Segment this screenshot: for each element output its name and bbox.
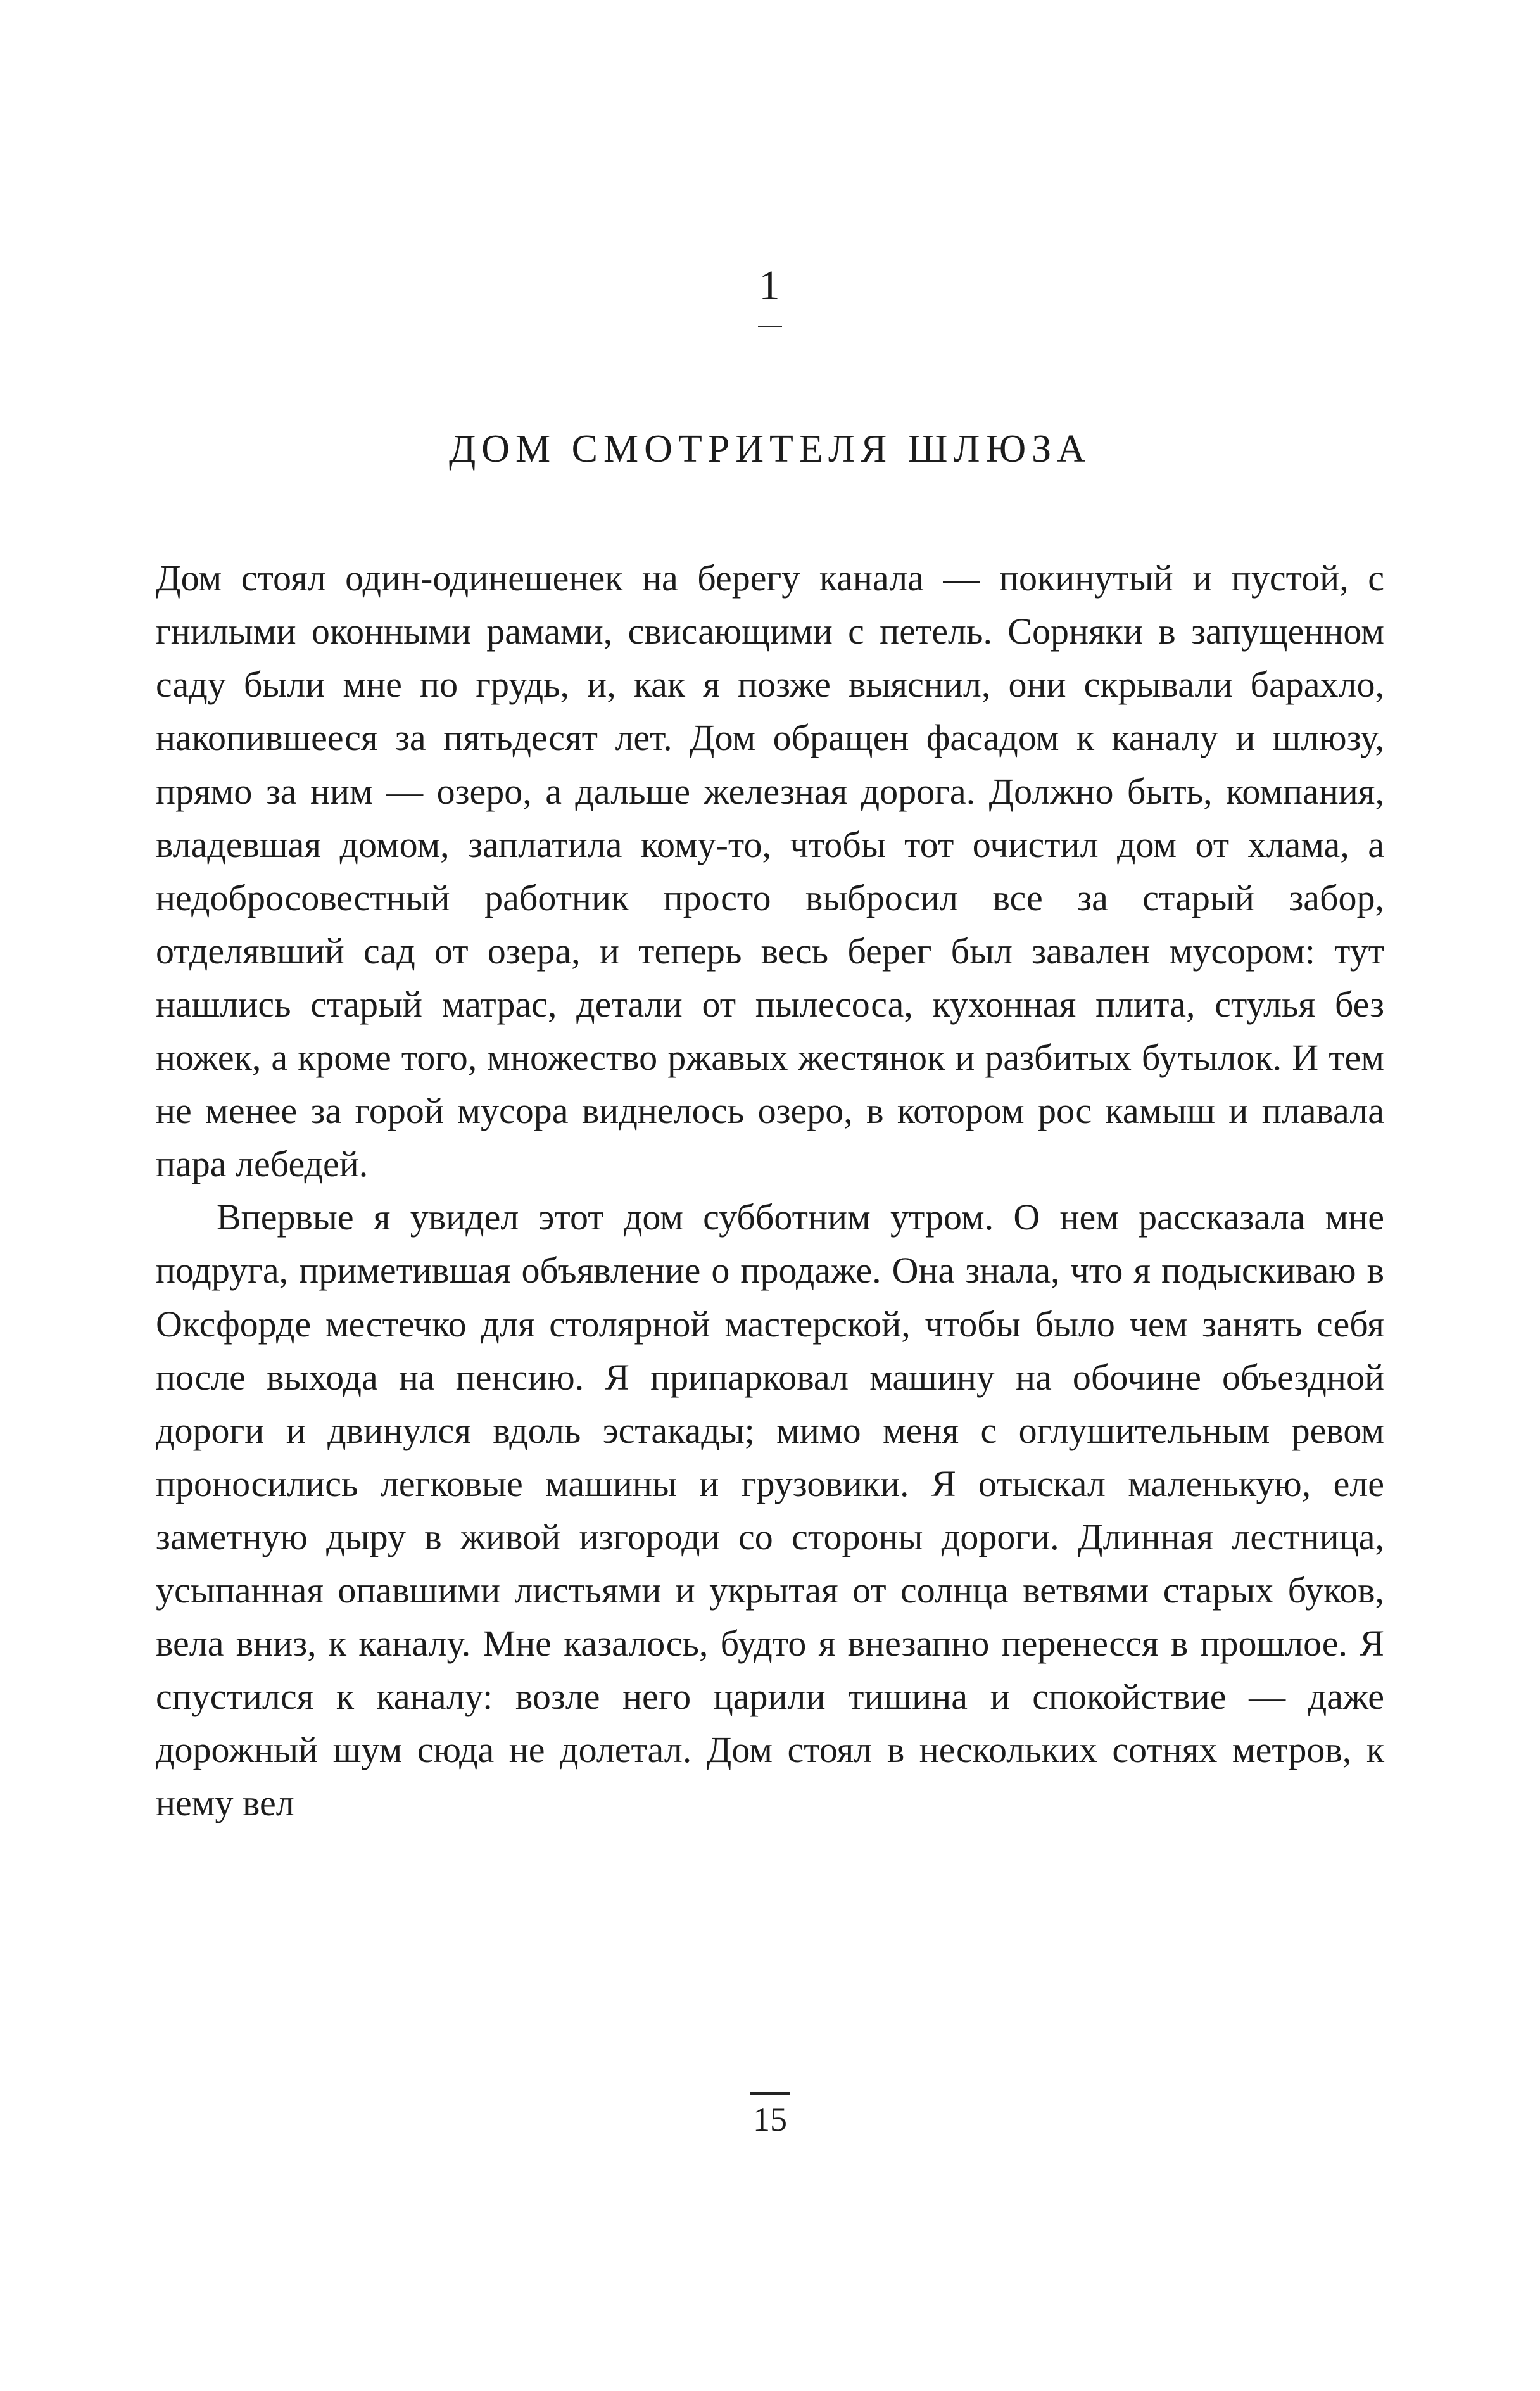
- footer-rule: [750, 2092, 790, 2095]
- body-text: [156, 552, 1384, 1830]
- page-number: 15: [753, 2100, 787, 2138]
- paragraph: Дом стоял один-одинешенек на берегу канала — покинутый и пустой, с гнилыми оконными рамами, свисающими с петель. Сорняки в запущенном саду были мне по грудь, и, как я позже выяснил, они скрывали барахло, накопившееся за пятьдесят лет. Дом обращен фасадом к каналу и шлюзу, прямо за ним — озеро, а дальше железная дорога. Должно быть, компания, владевшая домом, заплатила кому-то, чтобы тот очистил дом от хлама, а недобросовестный работник просто выбросил все за старый забор, отделявший сад от озера, и теперь весь берег был завален мусором: тут нашлись старый матрас, детали от пылесоса, кухонная плита, стулья без ножек, а кроме того, множество ржавых жестянок и разбитых бутылок. И тем не менее за горой мусора виднелось озеро, в котором рос камыш и плавала пара лебедей.: [156, 557, 1384, 1185]
- paragraph: Впервые я увидел этот дом субботним утром. О нем рассказала мне подруга, приметившая объявление о продаже. Она знала, что я подыскиваю в Оксфорде местечко для столярной мастерской, чтобы было чем занять себя после выхода на пенсию. Я припарковал машину на обочине объездной дороги и двинулся вдоль эстакады; мимо меня с оглушительным ревом проносились легковые машины и грузовики. Я отыскал маленькую, еле заметную дыру в живой изгороди со стороны дороги. Длинная лестница, усыпанная опавшими листьями и укрытая от солнца ветвями старых буков, вела вниз, к каналу. Мне казалось, будто я внезапно перенесся в прошлое. Я спустился к каналу: возле него царили тишина и спокойствие — даже дорожный шум сюда не долетал. Дом стоял в нескольких сотнях метров, к нему вел: [156, 1196, 1384, 1824]
- chapter-ornament-rule: [758, 326, 782, 327]
- chapter-number: 1: [759, 262, 781, 308]
- chapter-title: ДОМ СМОТРИТЕЛЯ ШЛЮЗА: [448, 428, 1092, 471]
- page-footer: [0, 2092, 1540, 2136]
- chapter-header: [0, 262, 1540, 471]
